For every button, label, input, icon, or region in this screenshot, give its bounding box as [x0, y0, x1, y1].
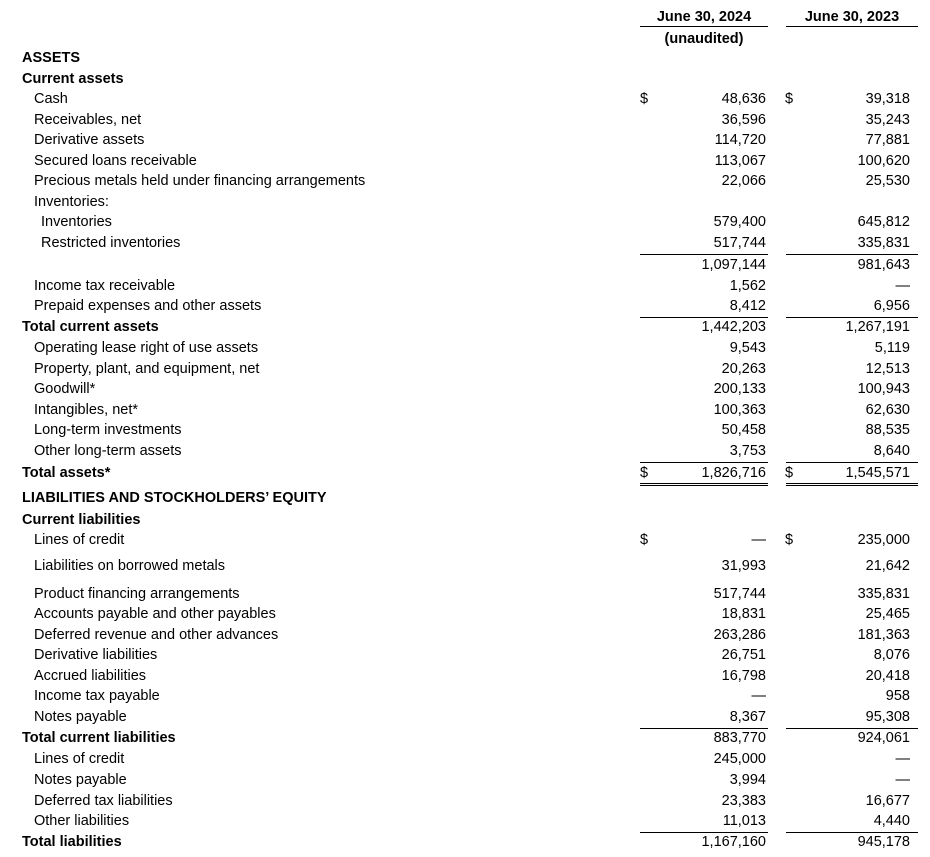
row-assets: [0, 48, 930, 68]
currency-symbol-2024: $: [640, 532, 649, 548]
row-total-assets: [0, 463, 930, 483]
value-2023: 645,812: [857, 214, 910, 230]
column-header-2024-date: June 30, 2024: [656, 9, 752, 25]
row-label: Cash: [34, 91, 68, 107]
value-2024: 1,562: [729, 278, 766, 294]
row-label: ASSETS: [22, 50, 81, 66]
value-2023: 235,000: [857, 532, 910, 548]
row-intangibles-net: [0, 400, 930, 420]
value-2023: 21,642: [865, 558, 910, 574]
value-2023: 335,831: [857, 586, 910, 602]
row-inventories: [0, 212, 930, 232]
row-product-financing-arrangements: [0, 584, 930, 604]
row-label: Deferred tax liabilities: [34, 793, 173, 809]
value-2024: 16,798: [721, 668, 766, 684]
value-2024: 1,097,144: [701, 257, 766, 273]
currency-symbol-2023: $: [785, 532, 794, 548]
value-2023: 6,956: [873, 298, 910, 314]
row-label: Derivative liabilities: [34, 647, 158, 663]
row-label: LIABILITIES AND STOCKHOLDERS’ EQUITY: [22, 490, 327, 506]
currency-symbol-2024: $: [640, 91, 649, 107]
row-label: Total current assets: [22, 319, 159, 335]
value-2024: 517,744: [713, 235, 766, 251]
row-label: Receivables, net: [34, 112, 142, 128]
subtotal-rule: [786, 462, 918, 463]
row-liabilities-on-borrowed-metals: [0, 556, 930, 576]
value-2024: 8,367: [729, 709, 766, 725]
value-2024: 48,636: [721, 91, 766, 107]
value-2024: 11,013: [722, 813, 766, 829]
subtotal-rule: [786, 317, 918, 318]
value-2023: 5,119: [874, 340, 910, 356]
value-2024: 23,383: [721, 793, 766, 809]
row-total-current-assets: [0, 317, 930, 337]
currency-symbol-2023: $: [785, 465, 794, 481]
value-2024: 245,000: [713, 751, 766, 767]
subtotal-rule: [640, 462, 768, 463]
value-2023: 77,881: [865, 132, 910, 148]
value-2024: 20,263: [721, 361, 766, 377]
value-2023: 958: [885, 688, 910, 704]
total-double-rule: [640, 483, 768, 486]
value-2024: 100,363: [713, 402, 766, 418]
subtotal-rule: [786, 832, 918, 833]
value-2023: 20,418: [865, 668, 910, 684]
value-2024: 9,543: [729, 340, 766, 356]
value-2023: —: [895, 772, 910, 788]
value-2024: 1,167,160: [701, 834, 766, 850]
row-notes-payable: [0, 707, 930, 727]
row-lines-of-credit: [0, 530, 930, 550]
row-derivative-liabilities: [0, 645, 930, 665]
column-header-2024: [640, 8, 768, 48]
row-label: Total assets*: [22, 465, 111, 481]
value-2024: —: [751, 532, 766, 548]
row-label: Other liabilities: [34, 813, 130, 829]
value-2024: 883,770: [713, 730, 766, 746]
row-label: Inventories: [41, 214, 112, 230]
row-other-long-term-assets: [0, 441, 930, 461]
value-2024: 1,826,716: [701, 465, 766, 481]
value-2024: 113,067: [714, 153, 766, 169]
row-label: Precious metals held under financing arrangements: [34, 173, 366, 189]
row-label: Secured loans receivable: [34, 153, 197, 169]
row-label: Derivative assets: [34, 132, 145, 148]
value-2023: 12,513: [865, 361, 910, 377]
row-label: Notes payable: [34, 772, 127, 788]
value-2024: 3,994: [729, 772, 766, 788]
value-2023: 981,643: [857, 257, 910, 273]
currency-symbol-2024: $: [640, 465, 649, 481]
row-label: Notes payable: [34, 709, 127, 725]
row-label: Property, plant, and equipment, net: [34, 361, 260, 377]
row-long-term-investments: [0, 420, 930, 440]
subtotal-rule: [640, 728, 768, 729]
row-label: Product financing arrangements: [34, 586, 240, 602]
value-2024: 36,596: [721, 112, 766, 128]
row-deferred-revenue-and-other-advances: [0, 625, 930, 645]
row-label: Income tax payable: [34, 688, 160, 704]
value-2023: —: [895, 751, 910, 767]
value-2023: 25,530: [865, 173, 910, 189]
row-label: Income tax receivable: [34, 278, 176, 294]
row-label: Goodwill*: [34, 381, 96, 397]
row-notes-payable: [0, 770, 930, 790]
row-income-tax-payable: [0, 686, 930, 706]
row-deferred-tax-liabilities: [0, 791, 930, 811]
row-label: Current assets: [22, 71, 124, 87]
value-2023: 8,640: [873, 443, 910, 459]
subtotal-rule: [640, 832, 768, 833]
subtotal-rule: [640, 317, 768, 318]
row-label: Total current liabilities: [22, 730, 176, 746]
row-liabilities-and-stockholders-equity: [0, 488, 930, 508]
value-2023: 1,545,571: [845, 465, 910, 481]
value-2024: 22,066: [721, 173, 766, 189]
value-2023: 924,061: [857, 730, 910, 746]
row-label: Long-term investments: [34, 422, 182, 438]
row-total-liabilities: [0, 832, 930, 852]
value-2024: —: [751, 688, 766, 704]
value-2023: 39,318: [865, 91, 910, 107]
value-2024: 8,412: [729, 298, 766, 314]
row-label: Accrued liabilities: [34, 668, 147, 684]
row-label: Intangibles, net*: [34, 402, 138, 418]
row-cash: [0, 89, 930, 109]
row-label: Other long-term assets: [34, 443, 182, 459]
row-subtotal: [0, 255, 930, 275]
row-accounts-payable-and-other-payables: [0, 604, 930, 624]
column-header-2024-rule: [640, 26, 768, 27]
row-label: Accounts payable and other payables: [34, 606, 276, 622]
subtotal-rule: [640, 254, 768, 255]
row-label: Operating lease right of use assets: [34, 340, 259, 356]
value-2024: 31,993: [721, 558, 766, 574]
column-header-2023-date: June 30, 2023: [804, 9, 900, 25]
row-label: Restricted inventories: [41, 235, 181, 251]
row-label: Deferred revenue and other advances: [34, 627, 279, 643]
column-header-2023: [786, 8, 918, 26]
value-2023: 35,243: [865, 112, 910, 128]
value-2024: 517,744: [713, 586, 766, 602]
value-2023: 16,677: [865, 793, 910, 809]
value-2023: 335,831: [857, 235, 910, 251]
row-operating-lease-right-of-use-assets: [0, 338, 930, 358]
value-2024: 200,133: [713, 381, 766, 397]
row-accrued-liabilities: [0, 666, 930, 686]
value-2024: 579,400: [713, 214, 766, 230]
total-double-rule: [786, 483, 918, 486]
row-label: Liabilities on borrowed metals: [34, 558, 226, 574]
value-2023: 8,076: [873, 647, 910, 663]
row-precious-metals-held-under-financing-arrangements: [0, 171, 930, 191]
subtotal-rule: [786, 254, 918, 255]
row-goodwill: [0, 379, 930, 399]
value-2023: 88,535: [865, 422, 910, 438]
column-header-2023-rule: [786, 26, 918, 27]
row-property-plant-and-equipment-net: [0, 359, 930, 379]
row-prepaid-expenses-and-other-assets: [0, 296, 930, 316]
row-receivables-net: [0, 110, 930, 130]
value-2023: 62,630: [865, 402, 910, 418]
row-label: Total liabilities: [22, 834, 122, 850]
column-header-2024-unaudited: (unaudited): [664, 31, 744, 47]
value-2024: 18,831: [721, 606, 766, 622]
value-2023: —: [895, 278, 910, 294]
value-2024: 114,720: [714, 132, 766, 148]
row-secured-loans-receivable: [0, 151, 930, 171]
value-2023: 945,178: [857, 834, 910, 850]
row-current-liabilities: [0, 510, 930, 530]
value-2024: 263,286: [713, 627, 766, 643]
value-2024: 26,751: [721, 647, 766, 663]
row-total-current-liabilities: [0, 728, 930, 748]
value-2024: 50,458: [721, 422, 766, 438]
row-lines-of-credit: [0, 749, 930, 769]
value-2023: 4,440: [873, 813, 910, 829]
value-2024: 1,442,203: [701, 319, 766, 335]
row-other-liabilities: [0, 811, 930, 831]
value-2023: 1,267,191: [845, 319, 910, 335]
row-derivative-assets: [0, 130, 930, 150]
row-inventories: [0, 192, 930, 212]
row-restricted-inventories: [0, 233, 930, 253]
row-label: Prepaid expenses and other assets: [34, 298, 262, 314]
row-income-tax-receivable: [0, 276, 930, 296]
subtotal-rule: [786, 728, 918, 729]
currency-symbol-2023: $: [785, 91, 794, 107]
row-label: Current liabilities: [22, 512, 141, 528]
row-current-assets: [0, 69, 930, 89]
value-2023: 25,465: [865, 606, 910, 622]
row-label: Lines of credit: [34, 751, 125, 767]
value-2023: 181,363: [857, 627, 910, 643]
value-2024: 3,753: [729, 443, 766, 459]
row-label: Inventories:: [34, 194, 109, 210]
value-2023: 100,943: [857, 381, 910, 397]
row-label: Lines of credit: [34, 532, 125, 548]
value-2023: 95,308: [865, 709, 910, 725]
value-2023: 100,620: [857, 153, 910, 169]
